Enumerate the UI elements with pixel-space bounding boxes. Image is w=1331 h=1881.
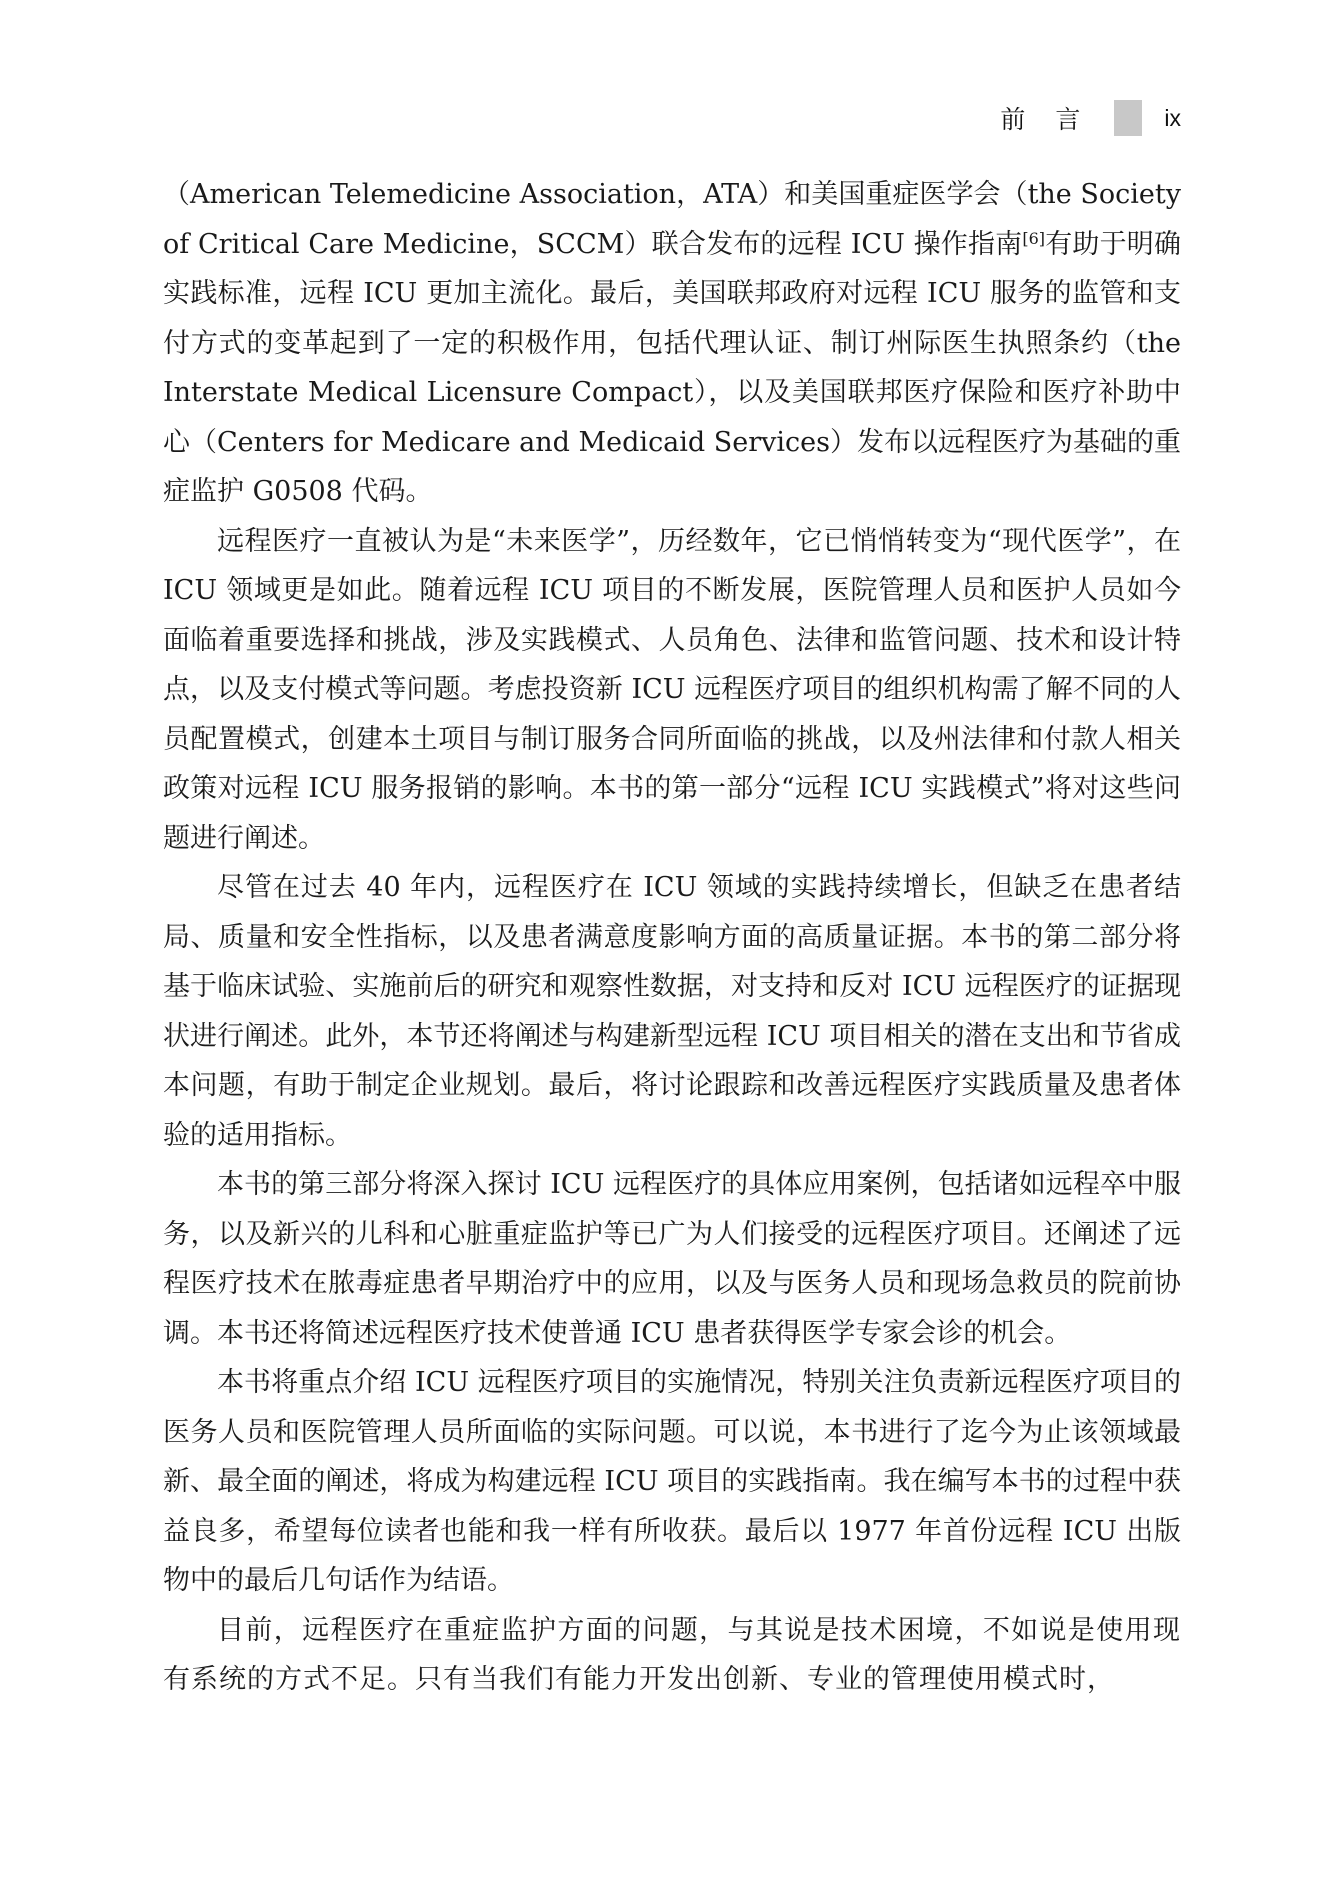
running-header — [1000, 100, 1181, 136]
header-marker-bar — [1114, 100, 1142, 136]
page-number: ix — [1164, 104, 1181, 131]
paragraph-1-text-a: （American Telemedicine Association，ATA）和美国重症医学会（the Society of Critical Care Medicine，SCCM）联合发布的远程 ICU 操作指南 — [163, 179, 1181, 260]
page-body — [163, 170, 1181, 1705]
citation-ref-6: [6] — [1022, 228, 1046, 248]
paragraph-5: 本书将重点介绍 ICU 远程医疗项目的实施情况，特别关注负责新远程医疗项目的医务人员和医院管理人员所面临的实际问题。可以说，本书进行了迄今为止该领域最新、最全面的阐述，将成为构建远程 ICU 项目的实践指南。我在编写本书的过程中获益良多，希望每位读者也能和我一样有所收获。最后以 1977 年首份远程 ICU 出版物中的最后几句话作为结语。 — [163, 1367, 1181, 1596]
paragraph-3: 尽管在过去 40 年内，远程医疗在 ICU 领域的实践持续增长，但缺乏在患者结局、质量和安全性指标，以及患者满意度影响方面的高质量证据。本书的第二部分将基于临床试验、实施前后的研究和观察性数据，对支持和反对 ICU 远程医疗的证据现状进行阐述。此外，本节还将阐述与构建新型远程 ICU 项目相关的潜在支出和节省成本问题，有助于制定企业规划。最后，将讨论跟踪和改善远程医疗实践质量及患者体验的适用指标。 — [163, 872, 1181, 1151]
section-title: 前言 — [1000, 105, 1111, 134]
paragraph-1 — [163, 170, 1181, 517]
paragraph-2: 远程医疗一直被认为是“未来医学”，历经数年，它已悄悄转变为“现代医学”，在 ICU 领域更是如此。随着远程 ICU 项目的不断发展，医院管理人员和医护人员如今面临着重要选择和挑战，涉及实践模式、人员角色、法律和监管问题、技术和设计特点，以及支付模式等问题。考虑投资新 ICU 远程医疗项目的组织机构需了解不同的人员配置模式，创建本土项目与制订服务合同所面临的挑战，以及州法律和付款人相关政策对远程 ICU 服务报销的影响。本书的第一部分“远程 ICU 实践模式”将对这些问题进行阐述。 — [163, 525, 1181, 854]
paragraph-1-text-b: 有助于明确实践标准，远程 ICU 更加主流化。最后，美国联邦政府对远程 ICU 服务的监管和支付方式的变革起到了一定的积极作用，包括代理认证、制订州际医生执照条约（the Interstate Medical Licensure Compact），以及美国联邦医疗保险和医疗补助中心（Centers for Medicare and Medicaid Services）发布以远程医疗为基础的重症监护 G0508 代码。 — [163, 228, 1182, 507]
closing-quote: 目前，远程医疗在重症监护方面的问题，与其说是技术困境，不如说是使用现有系统的方式不足。只有当我们有能力开发出创新、专业的管理使用模式时， — [163, 1614, 1181, 1695]
paragraph-4: 本书的第三部分将深入探讨 ICU 远程医疗的具体应用案例，包括诸如远程卒中服务，以及新兴的儿科和心脏重症监护等已广为人们接受的远程医疗项目。还阐述了远程医疗技术在脓毒症患者早期治疗中的应用，以及与医务人员和现场急救员的院前协调。本书还将简述远程医疗技术使普通 ICU 患者获得医学专家会诊的机会。 — [163, 1169, 1181, 1349]
